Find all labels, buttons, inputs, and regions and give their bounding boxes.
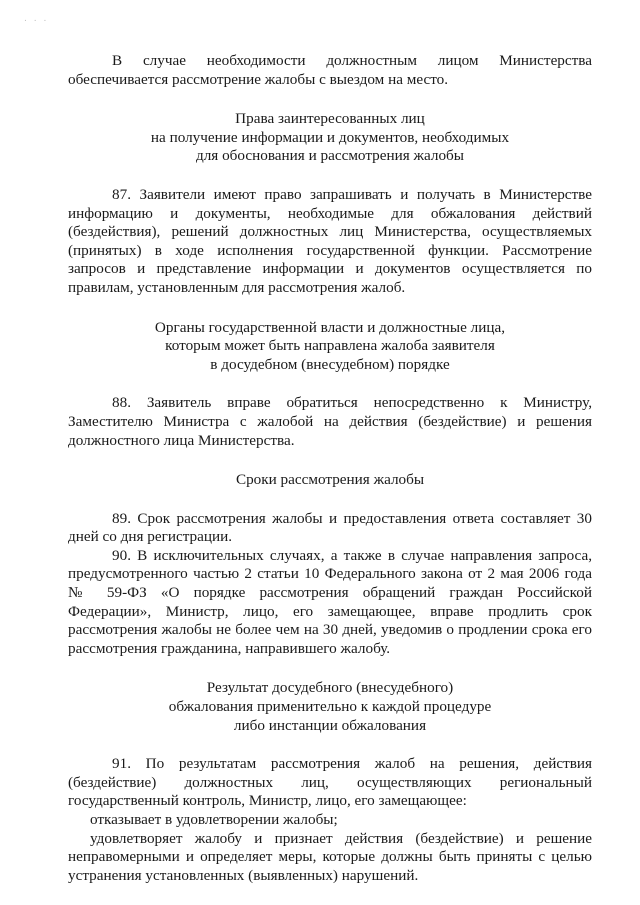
heading-line: в досудебном (внесудебном) порядке xyxy=(210,355,450,373)
heading-line: обжалования применительно к каждой процедуре xyxy=(168,698,492,716)
heading-line: либо инстанции обжалования xyxy=(233,716,427,734)
heading-line: которым может быть направлена жалоба заявителя xyxy=(165,337,495,355)
heading-line: на получение информации и документов, необходимых xyxy=(150,128,510,146)
document-page xyxy=(68,52,592,885)
section-heading-result xyxy=(68,679,592,735)
heading-line: Результат досудебного (внесудебного) xyxy=(206,679,454,697)
section-heading-authorities xyxy=(68,319,592,375)
paragraph-89: 89. Срок рассмотрения жалобы и предоставления ответа составляет 30 дней со дня регистрации. xyxy=(68,509,592,546)
list-item-satisfy: удовлетворяет жалобу и признает действия (бездействие) и решение неправомерными и определяет меры, которые должны быть приняты с целью устранения установленных (выявленных) нарушений. xyxy=(68,829,592,884)
scan-mark: . . . xyxy=(24,14,49,24)
paragraph-90: 90. В исключительных случаях, а также в случае направления запроса, предусмотренного частью 2 статьи 10 Федерального закона от 2 мая 2006 года № 59-ФЗ «О порядке рассмотрения обращений граждан Российской Федерации», Министр, лицо, его замещающее, вправе продлить срок рассмотрения жалобы не более чем на 30 дней, уведомив о продлении срока его рассмотрения гражданина, направившего жалобу. xyxy=(68,546,592,657)
paragraph-91: 91. По результатам рассмотрения жалоб на решения, действия (бездействие) должностных лиц, осуществляющих региональный государственный контроль, Министр, лицо, его замещающее: xyxy=(68,755,592,810)
section-heading-terms xyxy=(68,471,592,490)
paragraph-88: 88. Заявитель вправе обратиться непосредственно к Министру, Заместителю Министра с жалобой на действия (бездействие) и решения должностного лица Министерства. xyxy=(68,394,592,449)
paragraph-87: 87. Заявители имеют право запрашивать и получать в Министерстве информацию и документы, необходимые для обжалования действий (бездействия), решений должностных лиц Министерства, осуществляемых (принятых) в ходе исполнения государственной функции. Рассмотрение запросов и представление информации и документов осуществляется по правилам, установленным для рассмотрения жалоб. xyxy=(68,185,592,296)
section-heading-rights xyxy=(68,110,592,166)
heading-line: Сроки рассмотрения жалобы xyxy=(235,471,425,489)
heading-line: для обоснования и рассмотрения жалобы xyxy=(195,147,464,165)
heading-line: Органы государственной власти и должностные лица, xyxy=(154,318,506,336)
heading-line: Права заинтересованных лиц xyxy=(235,110,425,128)
list-item-reject: отказывает в удовлетворении жалобы; xyxy=(90,811,338,828)
intro-paragraph: В случае необходимости должностным лицом Министерства обеспечивается рассмотрение жалобы с выездом на место. xyxy=(68,52,592,88)
